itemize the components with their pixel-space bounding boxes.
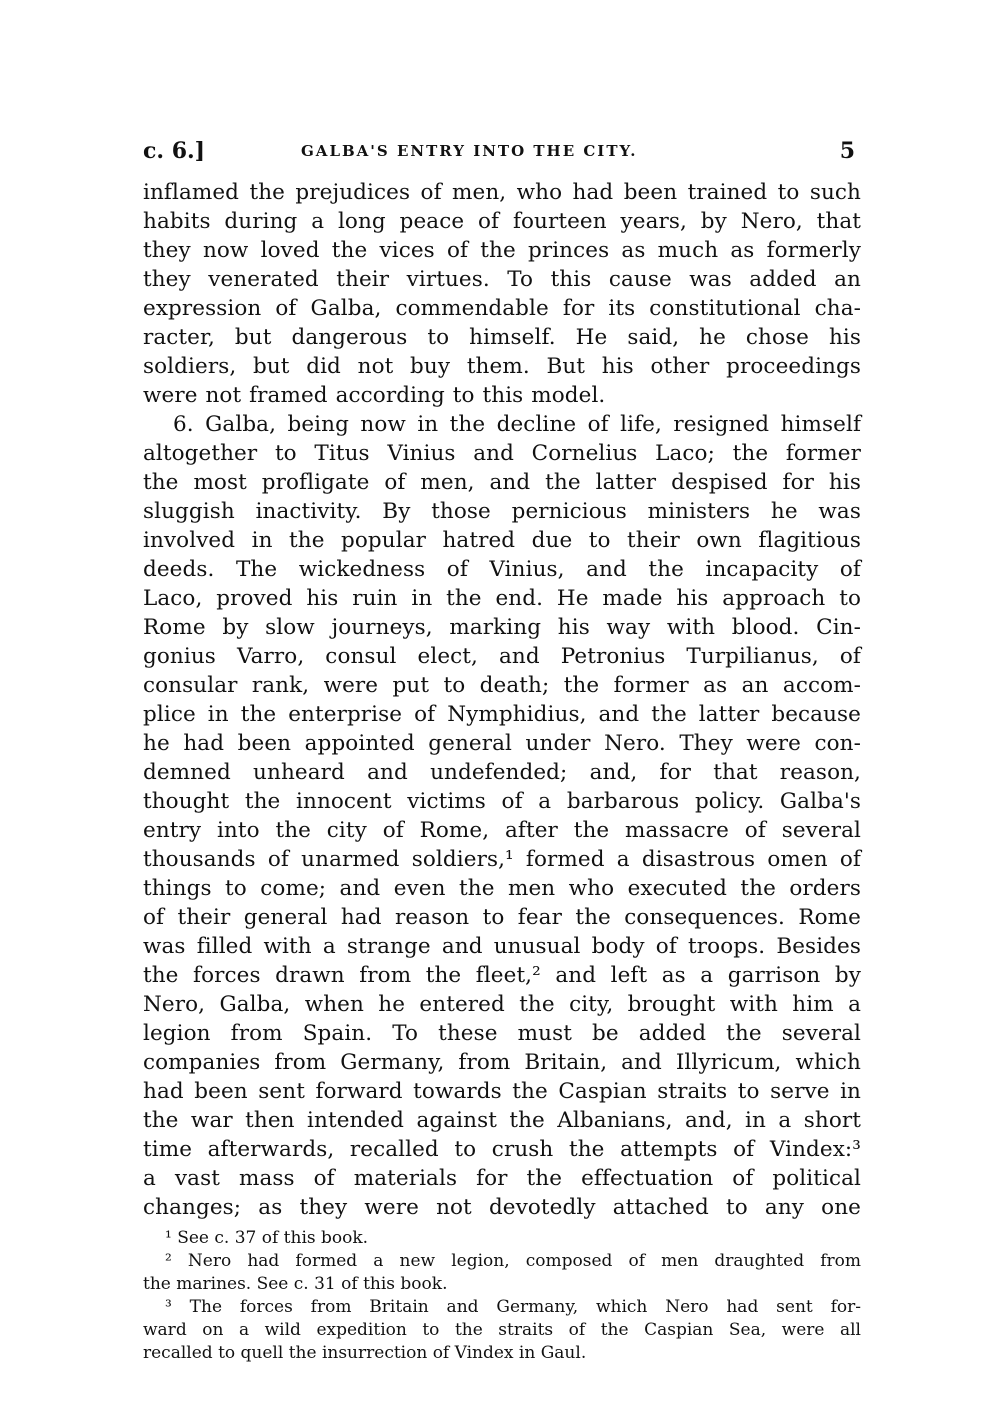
text-line: they venerated their virtues. To this cause was added an — [143, 267, 861, 292]
text-line: sluggish inactivity. By those pernicious ministers he was — [143, 499, 861, 524]
text-line: the forces drawn from the fleet,² and left as a garrison by — [143, 963, 861, 988]
text-line: legion from Spain. To these must be added the several — [143, 1021, 861, 1046]
running-header — [143, 138, 861, 178]
body-text — [143, 178, 861, 1222]
text-line: he had been appointed general under Nero. They were con- — [143, 731, 861, 756]
text-line: entry into the city of Rome, after the massacre of several — [143, 818, 861, 843]
footnote-2-cont: the marines. See c. 31 of this book. — [143, 1274, 448, 1294]
text-line: a vast mass of materials for the effectuation of political — [143, 1166, 861, 1191]
text-line: involved in the popular hatred due to their own flagitious — [143, 528, 861, 553]
text-line: time afterwards, recalled to crush the attempts of Vindex:³ — [143, 1137, 861, 1162]
text-line: consular rank, were put to death; the former as an accom- — [143, 673, 861, 698]
text-line: had been sent forward towards the Caspian straits to serve in — [143, 1079, 861, 1104]
text-line: changes; as they were not devotedly attached to any one — [143, 1195, 861, 1220]
text-line: habits during a long peace of fourteen years, by Nero, that — [143, 209, 861, 234]
book-page — [143, 138, 861, 1365]
text-line: soldiers, but did not buy them. But his other proceedings — [143, 354, 861, 379]
text-line: racter, but dangerous to himself. He said, he chose his — [143, 325, 861, 350]
text-line: companies from Germany, from Britain, and Illyricum, which — [143, 1050, 861, 1075]
footnote-2: ² Nero had formed a new legion, composed of men draughted from — [165, 1251, 861, 1271]
text-line: deeds. The wickedness of Vinius, and the incapacity of — [143, 557, 861, 582]
text-line: thousands of unarmed soldiers,¹ formed a disastrous omen of — [143, 847, 861, 872]
section-6-start: 6. Galba, being now in the decline of life, resigned himself — [173, 412, 861, 437]
footnote-3-end: recalled to quell the insurrection of Vindex in Gaul. — [143, 1343, 587, 1363]
running-title: GALBA'S ENTRY INTO THE CITY. — [301, 142, 638, 160]
text-line: Nero, Galba, when he entered the city, brought with him a — [143, 992, 861, 1017]
footnote-3: ³ The forces from Britain and Germany, which Nero had sent for- — [165, 1297, 861, 1317]
text-line: the war then intended against the Albanians, and, in a short — [143, 1108, 861, 1133]
text-line: were not framed according to this model. — [143, 383, 606, 408]
footnotes — [143, 1227, 861, 1365]
text-line: expression of Galba, commendable for its constitutional cha- — [143, 296, 861, 321]
text-line: altogether to Titus Vinius and Cornelius Laco; the former — [143, 441, 861, 466]
page-number: 5 — [839, 138, 855, 164]
text-line: they now loved the vices of the princes as much as formerly — [143, 238, 861, 263]
text-line: was filled with a strange and unusual body of troops. Besides — [143, 934, 861, 959]
text-line: Laco, proved his ruin in the end. He made his approach to — [143, 586, 861, 611]
text-line: things to come; and even the men who executed the orders — [143, 876, 861, 901]
text-line: inflamed the prejudices of men, who had been trained to such — [143, 180, 861, 205]
text-line: the most profligate of men, and the latter despised for his — [143, 470, 861, 495]
chapter-marker: c. 6.] — [143, 138, 206, 164]
text-line: gonius Varro, consul elect, and Petronius Turpilianus, of — [143, 644, 861, 669]
text-line: Rome by slow journeys, marking his way with blood. Cin- — [143, 615, 861, 640]
text-line: thought the innocent victims of a barbarous policy. Galba's — [143, 789, 861, 814]
text-line: plice in the enterprise of Nymphidius, and the latter because — [143, 702, 861, 727]
footnote-1: ¹ See c. 37 of this book. — [165, 1228, 369, 1248]
text-line: demned unheard and undefended; and, for that reason, — [143, 760, 861, 785]
footnote-3-cont: ward on a wild expedition to the straits of the Caspian Sea, were all — [143, 1320, 861, 1340]
text-line: of their general had reason to fear the consequences. Rome — [143, 905, 861, 930]
